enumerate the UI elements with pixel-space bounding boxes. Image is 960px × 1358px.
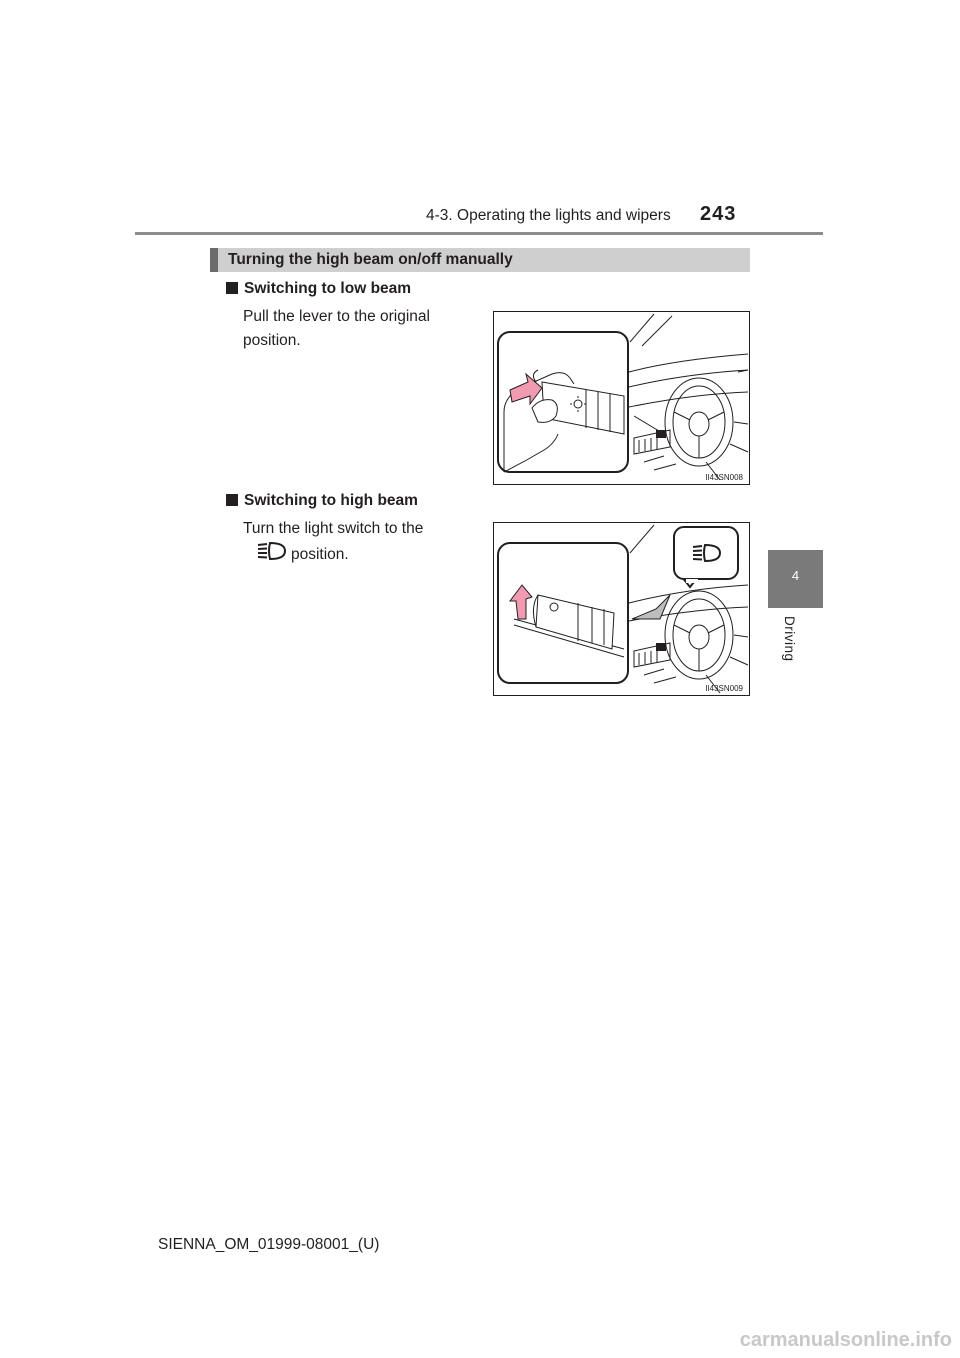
figure-high-beam	[493, 522, 750, 696]
header-section-title: 4-3. Operating the lights and wipers	[426, 207, 671, 224]
section-heading	[210, 248, 750, 272]
chapter-label: Driving	[782, 616, 797, 662]
watermark: carmanualsonline.info	[739, 1329, 952, 1351]
header-rule	[135, 232, 823, 235]
chapter-number: 4	[791, 568, 800, 583]
low-beam-instruction: Pull the lever to the original position.	[243, 308, 430, 349]
figure-code-high-beam: II43SN009	[705, 684, 743, 693]
subhead-high-beam	[226, 492, 418, 510]
square-bullet-icon	[226, 282, 238, 294]
subhead-low-beam-text: Switching to low beam	[244, 280, 412, 297]
high-beam-instruction	[243, 517, 475, 569]
high-beam-illustration	[494, 523, 749, 695]
square-bullet-icon	[226, 494, 238, 506]
figure-low-beam	[493, 311, 750, 485]
high-beam-text-before: Turn the light switch to the	[243, 520, 424, 537]
section-heading-text: Turning the high beam on/off manually	[228, 251, 513, 268]
subhead-low-beam	[226, 280, 411, 298]
low-beam-illustration	[494, 312, 749, 484]
page-number: 243	[700, 203, 737, 225]
high-beam-icon	[257, 541, 287, 569]
figure-code-low-beam: II43SN008	[705, 473, 743, 482]
chapter-tab	[768, 550, 823, 608]
high-beam-text-line2	[257, 541, 475, 569]
subhead-high-beam-text: Switching to high beam	[244, 492, 418, 509]
footer-document-code: SIENNA_OM_01999-08001_(U)	[158, 1236, 380, 1253]
high-beam-text-after: position.	[291, 546, 349, 564]
